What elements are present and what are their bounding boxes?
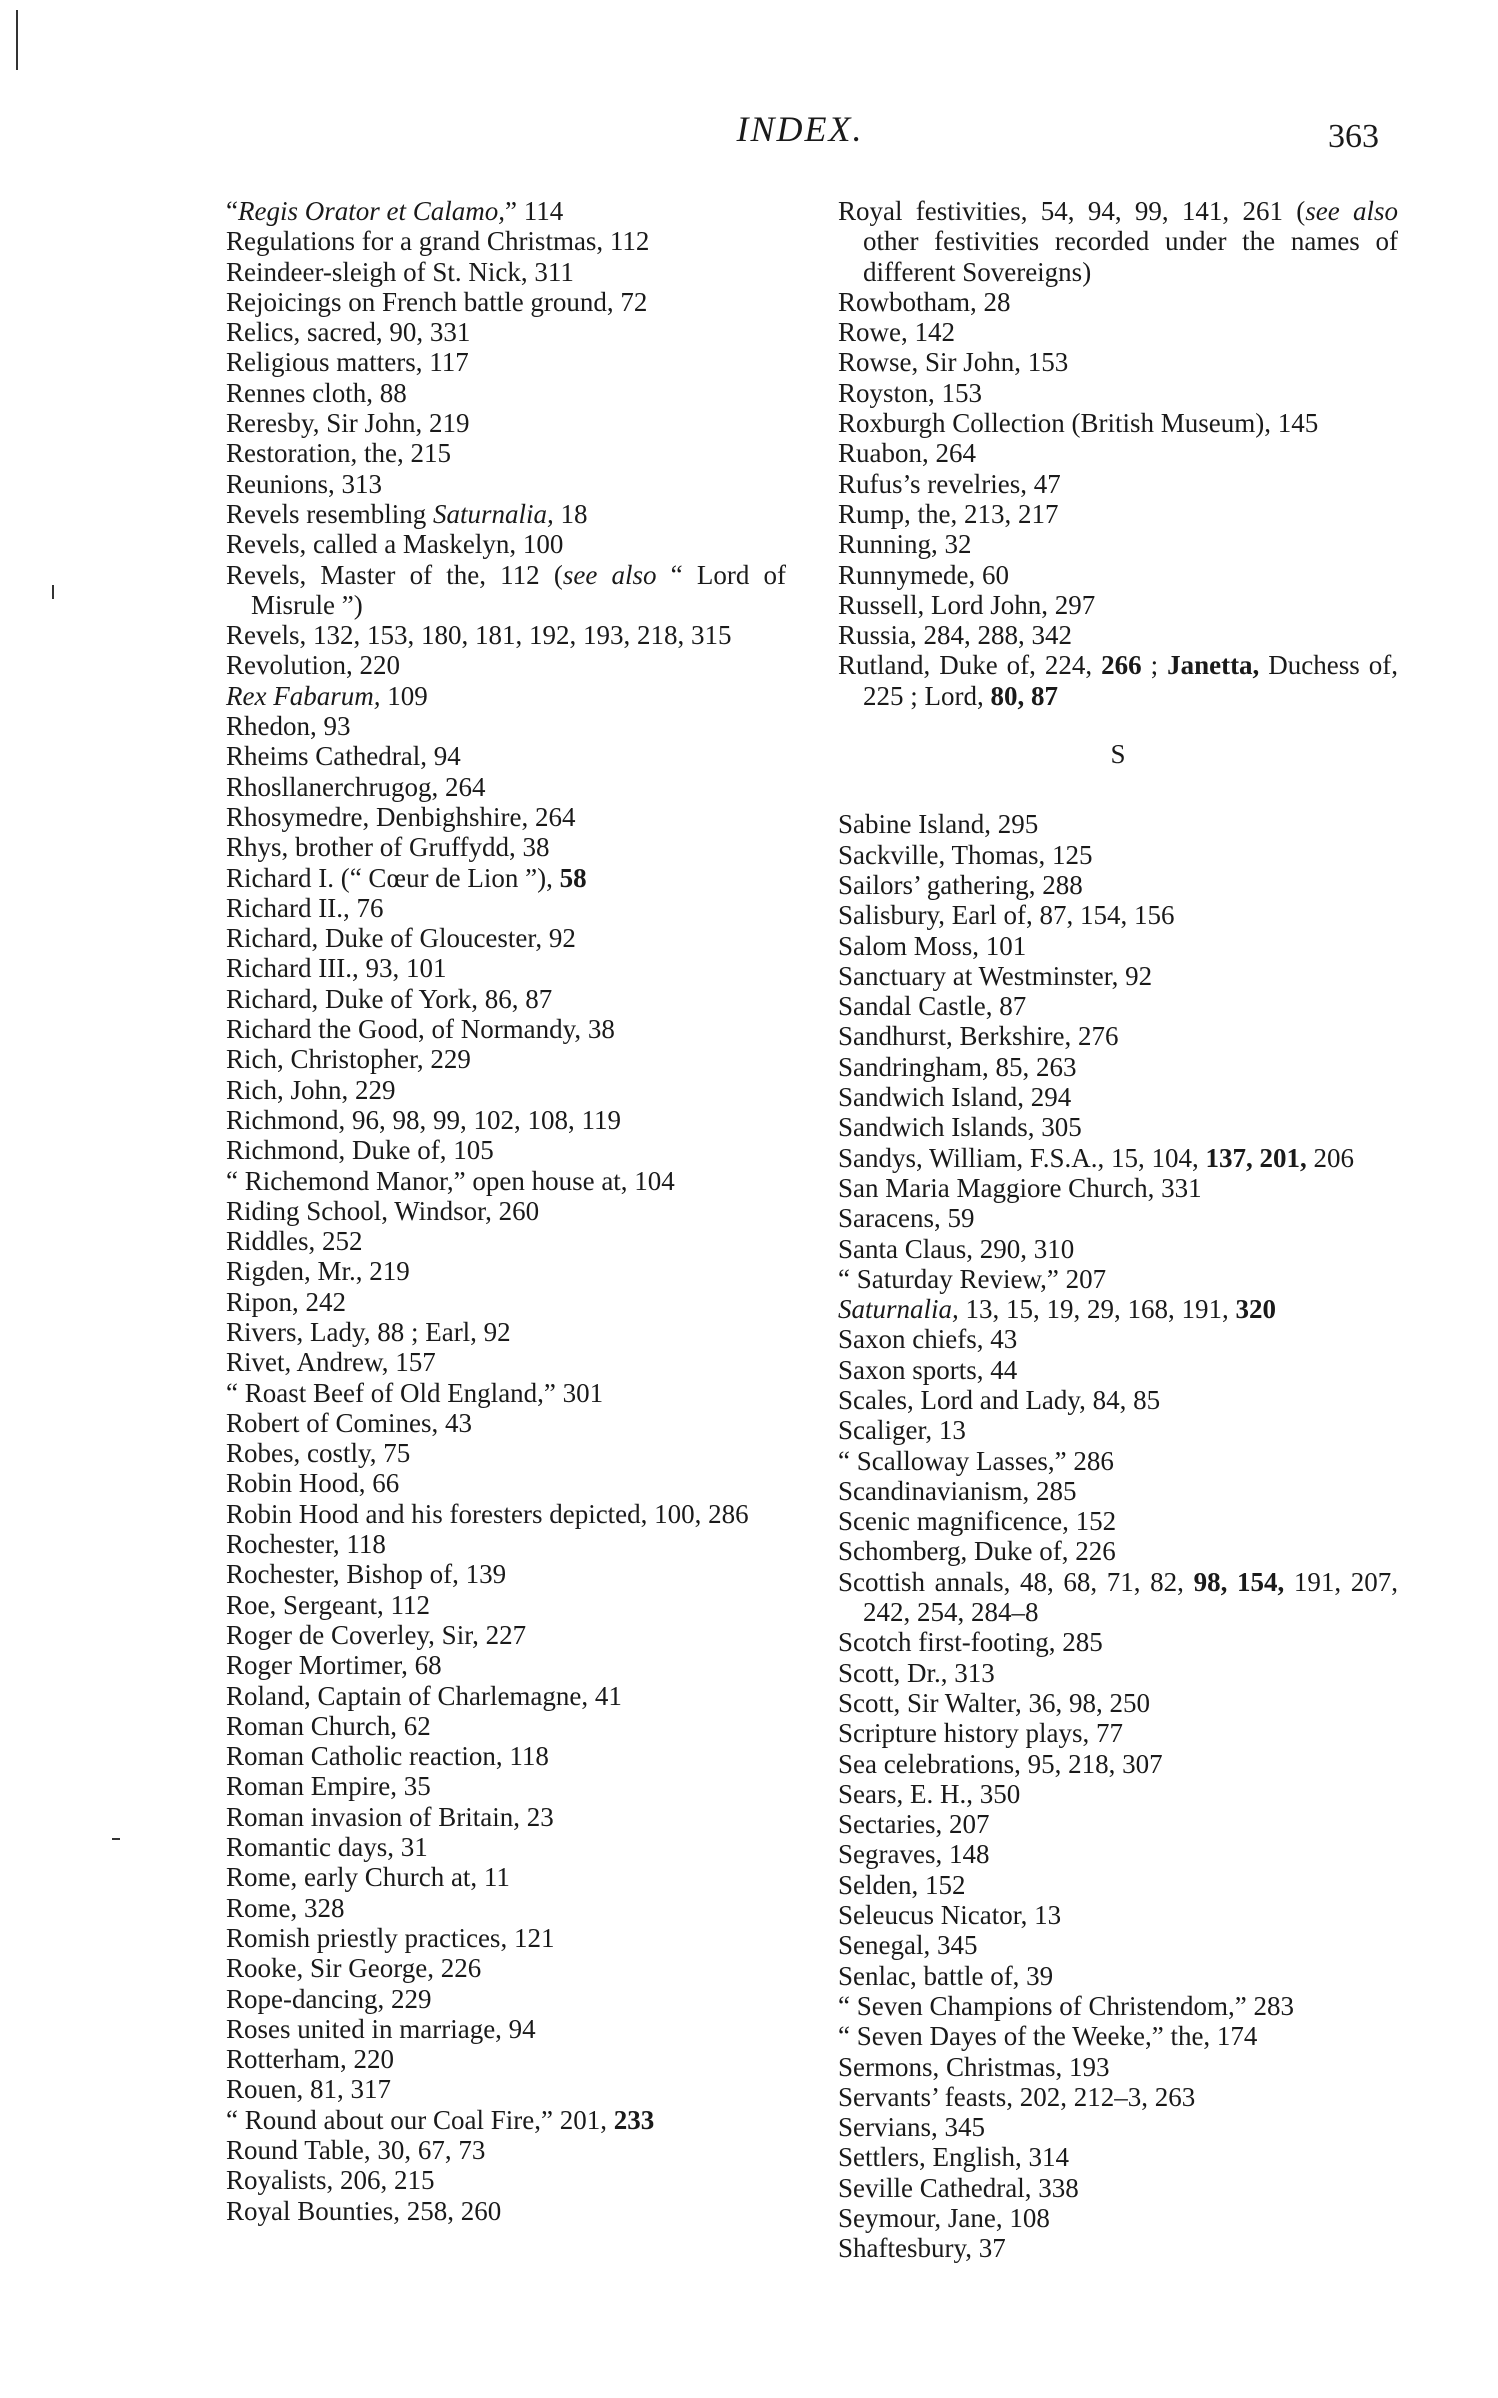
index-entry — [226, 2135, 786, 2165]
index-entry-text: Scott, Dr., 313 — [838, 1657, 995, 1688]
index-entry — [226, 1317, 786, 1347]
index-entry-text: Roland, Captain of Charlemagne, 41 — [226, 1680, 622, 1711]
index-entry — [838, 1052, 1398, 1082]
index-entry-text: 137, 201, — [1205, 1142, 1307, 1173]
index-entry-text: Sandwich Island, 294 — [838, 1082, 1072, 1113]
index-entry — [226, 802, 786, 832]
index-entry-text: Religious matters, 117 — [226, 347, 469, 378]
index-entry-text: Reunions, 313 — [226, 468, 383, 499]
index-entry-text: Scotch first-footing, 285 — [838, 1627, 1103, 1658]
index-entry-text: Rochester, 118 — [226, 1529, 386, 1560]
index-entry — [838, 2052, 1398, 2082]
index-entry-text: Scaliger, 13 — [838, 1415, 966, 1446]
index-entry-text: Sanctuary at Westminster, 92 — [838, 960, 1153, 991]
index-entry — [838, 1415, 1398, 1445]
index-entry-text: Restoration, the, 215 — [226, 438, 451, 469]
index-entry-text: Sackville, Thomas, 125 — [838, 839, 1093, 870]
index-entry — [838, 408, 1398, 438]
index-entry — [226, 1166, 786, 1196]
index-entry-text: Rowe, 142 — [838, 317, 955, 348]
index-entry — [226, 893, 786, 923]
index-entry-text: Senlac, battle of, 39 — [838, 1960, 1054, 1991]
index-entry-text: San Maria Maggiore Church, 331 — [838, 1172, 1202, 1203]
index-entry-text: Sermons, Christmas, 193 — [838, 2051, 1110, 2082]
index-entry — [838, 809, 1398, 839]
index-entry-text: Robes, costly, 75 — [226, 1438, 411, 1469]
index-entry — [838, 499, 1398, 529]
index-entry — [226, 2196, 786, 2226]
index-entry — [838, 590, 1398, 620]
index-entry — [226, 378, 786, 408]
index-entry-text: Rheims Cathedral, 94 — [226, 741, 461, 772]
index-entry-text: Revels, Master of the, 112 ( — [226, 559, 563, 590]
index-entry-text: Rivet, Andrew, 157 — [226, 1347, 436, 1378]
index-entry-text: Scenic magnificence, 152 — [838, 1506, 1117, 1537]
index-entry-text: see also — [562, 559, 657, 590]
index-entry — [226, 1984, 786, 2014]
index-entry-text: Sandys, William, F.S.A., 15, 104, — [838, 1142, 1206, 1173]
index-entry-text: Scott, Sir Walter, 36, 98, 250 — [838, 1687, 1150, 1718]
index-entry-text: “ — [226, 196, 238, 226]
index-entry-text: Rome, 328 — [226, 1892, 345, 1923]
index-entry — [838, 1900, 1398, 1930]
index-entry — [838, 931, 1398, 961]
index-entry-text: Roger de Coverley, Sir, 227 — [226, 1619, 527, 1650]
index-entry-text: Rowbotham, 28 — [838, 286, 1011, 317]
index-entry — [226, 1711, 786, 1741]
index-entry-text: Rhys, brother of Gruffydd, 38 — [226, 832, 550, 863]
index-entry-text: Rivers, Lady, 88 ; Earl, 92 — [226, 1316, 511, 1347]
index-entry-text: Roses united in marriage, 94 — [226, 2013, 536, 2044]
index-column-right — [838, 196, 1398, 2264]
index-entry — [838, 1870, 1398, 1900]
index-entry — [838, 620, 1398, 650]
index-entry-text: Seymour, Jane, 108 — [838, 2203, 1050, 2233]
index-entry — [838, 438, 1398, 468]
index-entry — [838, 1446, 1398, 1476]
index-entry — [838, 347, 1398, 377]
index-entry-text: ; — [1141, 650, 1168, 681]
index-entry — [226, 2044, 786, 2074]
index-entry-text: Settlers, English, 314 — [838, 2142, 1069, 2173]
index-entry — [226, 1590, 786, 1620]
index-entry — [226, 1014, 786, 1044]
index-entry — [838, 1930, 1398, 1960]
index-entry-text: 98, 154, — [1193, 1566, 1285, 1597]
index-entry — [226, 1468, 786, 1498]
index-entry — [838, 1506, 1398, 1536]
index-entry — [226, 469, 786, 499]
index-entry-text: Regis Orator et Calamo, — [237, 196, 505, 226]
index-entry — [226, 863, 786, 893]
index-entry — [226, 1378, 786, 1408]
index-entry — [838, 1961, 1398, 1991]
index-entry-text: Scottish annals, 48, 68, 71, 82, — [838, 1566, 1194, 1597]
index-entry — [838, 1021, 1398, 1051]
index-entry — [226, 1075, 786, 1105]
index-entry-text: Rump, the, 213, 217 — [838, 498, 1059, 529]
index-entry — [226, 317, 786, 347]
index-entry — [838, 1385, 1398, 1415]
index-r-entries — [838, 196, 1398, 711]
index-entry — [838, 2142, 1398, 2172]
index-entry — [838, 1294, 1398, 1324]
index-entry-text: Running, 32 — [838, 529, 972, 560]
index-entry-text: Schomberg, Duke of, 226 — [838, 1536, 1116, 1567]
index-entry-text: Rich, Christopher, 229 — [226, 1044, 471, 1075]
index-entry-text: Roe, Sergeant, 112 — [226, 1589, 430, 1620]
index-entry-text: Ruabon, 264 — [838, 438, 976, 469]
index-s-entries — [838, 809, 1398, 2263]
index-entry — [838, 1203, 1398, 1233]
index-entry-text: Robin Hood, 66 — [226, 1468, 400, 1499]
index-entry — [226, 2074, 786, 2104]
index-entry-text: Sailors’ gathering, 288 — [838, 869, 1083, 900]
index-entry-text: 109 — [380, 680, 428, 711]
index-entry-text: Richard I. (“ Cœur de Lion ”), — [226, 862, 560, 893]
index-entry-text: Sea celebrations, 95, 218, 307 — [838, 1748, 1163, 1779]
index-entry-text: Richard, Duke of Gloucester, 92 — [226, 923, 576, 954]
index-entry-text: Scandinavianism, 285 — [838, 1475, 1077, 1506]
index-entry — [226, 1196, 786, 1226]
index-entry — [838, 991, 1398, 1021]
index-entry — [838, 1839, 1398, 1869]
index-entry — [838, 529, 1398, 559]
index-entry-text: Rochester, Bishop of, 139 — [226, 1559, 507, 1590]
index-entry-text: Richmond, Duke of, 105 — [226, 1135, 494, 1166]
index-entry-text: Scales, Lord and Lady, 84, 85 — [838, 1384, 1161, 1415]
index-entry — [226, 1620, 786, 1650]
index-entry — [226, 1681, 786, 1711]
index-entry-text: Robert of Comines, 43 — [226, 1407, 472, 1438]
index-entry — [838, 2021, 1398, 2051]
index-entry-text: 13, 15, 19, 29, 168, 191, — [958, 1294, 1236, 1325]
index-entry-text: Roman Empire, 35 — [226, 1771, 431, 1802]
index-entry — [226, 1923, 786, 1953]
index-entry — [838, 2082, 1398, 2112]
index-entry-text: Rich, John, 229 — [226, 1074, 396, 1105]
index-entry-text: Janetta, — [1167, 650, 1260, 681]
index-entry-text: Ripon, 242 — [226, 1286, 347, 1317]
index-entry — [226, 1559, 786, 1589]
index-entry — [226, 1287, 786, 1317]
index-entry-text: 320 — [1235, 1294, 1277, 1325]
page-title: INDEX. — [736, 109, 864, 149]
index-entry-text: Segraves, 148 — [838, 1839, 990, 1870]
index-entry-text: Rejoicings on French battle ground, 72 — [226, 286, 648, 317]
page-number: 363 — [1328, 118, 1379, 155]
index-entry — [226, 196, 786, 226]
margin-mark — [112, 1838, 120, 1840]
index-entry — [838, 1627, 1398, 1657]
index-entry-text: Servians, 345 — [838, 2112, 985, 2143]
index-entry — [838, 650, 1398, 711]
index-entry-text: Rhosymedre, Denbighshire, 264 — [226, 801, 576, 832]
index-entry — [226, 2014, 786, 2044]
index-entry-text: ” 114 — [504, 196, 564, 226]
index-entry — [838, 2203, 1398, 2233]
index-entry — [838, 2173, 1398, 2203]
index-entry — [226, 1650, 786, 1680]
margin-mark — [16, 10, 18, 70]
index-entry-text: Salom Moss, 101 — [838, 930, 1027, 961]
index-entry-text: Riding School, Windsor, 260 — [226, 1195, 540, 1226]
index-entry — [226, 1529, 786, 1559]
index-entry-text: Rufus’s revelries, 47 — [838, 468, 1061, 499]
index-entry-text: Sabine Island, 295 — [838, 809, 1039, 840]
index-entry-text: Saracens, 59 — [838, 1203, 975, 1234]
index-entry — [226, 1802, 786, 1832]
index-entry-text: “ Saturday Review,” 207 — [838, 1263, 1107, 1294]
index-entry — [226, 408, 786, 438]
index-entry-text: Revolution, 220 — [226, 650, 400, 681]
index-entry — [838, 1567, 1398, 1628]
index-entry — [226, 287, 786, 317]
index-entry-text: Roman invasion of Britain, 23 — [226, 1801, 554, 1832]
index-entry-text: other festivities recorded under the names of different Sovereigns) — [863, 226, 1398, 287]
index-entry-text: Rigden, Mr., 219 — [226, 1256, 410, 1287]
index-entry — [226, 1862, 786, 1892]
index-entry-text: “ Lord of Misrule ”) — [251, 559, 786, 620]
index-entry — [226, 772, 786, 802]
section-letter-heading: S — [1110, 739, 1126, 770]
index-entry-text: Santa Claus, 290, 310 — [838, 1233, 1075, 1264]
index-entry-text: Salisbury, Earl of, 87, 154, 156 — [838, 900, 1175, 931]
index-entry-text: Roxburgh Collection (British Museum), 145 — [838, 408, 1319, 439]
index-entry-text: Robin Hood and his foresters depicted, 100, 286 — [226, 1498, 749, 1529]
index-entry — [226, 1105, 786, 1135]
index-entry — [226, 560, 786, 621]
index-entry-text: Russell, Lord John, 297 — [838, 589, 1096, 620]
index-entry-text: Saxon sports, 44 — [838, 1354, 1018, 1385]
index-entry — [838, 1658, 1398, 1688]
index-entry-text: “ Scalloway Lasses,” 286 — [838, 1445, 1114, 1476]
index-entry — [226, 681, 786, 711]
index-entry-text: Reindeer-sleigh of St. Nick, 311 — [226, 256, 574, 287]
index-entry — [838, 1779, 1398, 1809]
index-entry — [226, 620, 786, 650]
index-entry — [838, 1809, 1398, 1839]
index-entry — [226, 923, 786, 953]
index-entry — [838, 961, 1398, 991]
index-entry-text: 233 — [613, 2104, 655, 2135]
index-entry — [838, 2233, 1398, 2263]
index-entry — [838, 196, 1398, 287]
index-entry — [226, 1135, 786, 1165]
index-entry-text: Romantic days, 31 — [226, 1832, 428, 1863]
index-entry-text: Sandal Castle, 87 — [838, 991, 1027, 1022]
index-entry — [226, 529, 786, 559]
index-entry-text: Regulations for a grand Christmas, 112 — [226, 226, 650, 257]
index-entry — [838, 1749, 1398, 1779]
index-entry-text: Roger Mortimer, 68 — [226, 1650, 442, 1681]
index-entry — [226, 1741, 786, 1771]
margin-mark — [52, 585, 54, 599]
index-entry — [838, 2112, 1398, 2142]
index-entry-text: Riddles, 252 — [226, 1226, 363, 1257]
index-entry-text: Russia, 284, 288, 342 — [838, 620, 1073, 651]
index-entry-text: Rouen, 81, 317 — [226, 2074, 391, 2105]
index-entry-text: Romish priestly practices, 121 — [226, 1922, 555, 1953]
index-entry-text: Relics, sacred, 90, 331 — [226, 317, 471, 348]
index-entry — [838, 287, 1398, 317]
index-entry — [226, 1953, 786, 1983]
index-entry — [226, 226, 786, 256]
index-entry — [226, 499, 786, 529]
index-entry — [838, 1991, 1398, 2021]
index-entry — [226, 953, 786, 983]
index-entry-text: Rowse, Sir John, 153 — [838, 347, 1069, 378]
index-entry-text: Rope-dancing, 229 — [226, 1983, 432, 2014]
index-entry-text: Sears, E. H., 350 — [838, 1778, 1021, 1809]
index-entry — [226, 1771, 786, 1801]
index-entry-text: Rennes cloth, 88 — [226, 377, 407, 408]
index-entry-text: Richard II., 76 — [226, 892, 384, 923]
index-entry — [838, 317, 1398, 347]
index-entry — [226, 2105, 786, 2135]
index-entry-text: Selden, 152 — [838, 1869, 966, 1900]
index-entry-text: Reresby, Sir John, 219 — [226, 408, 470, 439]
index-entry — [838, 870, 1398, 900]
index-entry-text: Richard III., 93, 101 — [226, 953, 447, 984]
index-entry-text: Scripture history plays, 77 — [838, 1718, 1123, 1749]
index-entry-text: Shaftesbury, 37 — [838, 2233, 1006, 2264]
index-entry-text: Rome, early Church at, 11 — [226, 1862, 510, 1893]
index-entry — [226, 1044, 786, 1074]
index-entry — [838, 560, 1398, 590]
index-entry-text: Roman Church, 62 — [226, 1710, 431, 1741]
index-entry-text: Revels, 132, 153, 180, 181, 192, 193, 218, 315 — [226, 620, 732, 651]
index-entry — [226, 257, 786, 287]
index-entry-text: Seville Cathedral, 338 — [838, 2172, 1079, 2203]
index-entry — [838, 1718, 1398, 1748]
index-entry — [226, 1226, 786, 1256]
index-entry-text: “ Roast Beef of Old England,” 301 — [226, 1377, 604, 1408]
index-entry — [838, 469, 1398, 499]
index-entry — [838, 1143, 1398, 1173]
index-entry — [838, 1536, 1398, 1566]
index-entry-text: 191, 207, 242, 254, 284–8 — [863, 1566, 1398, 1628]
index-entry-text: Senegal, 345 — [838, 1930, 978, 1961]
index-entry — [226, 832, 786, 862]
index-entry-text: 58 — [559, 862, 587, 893]
index-entry — [838, 1688, 1398, 1718]
index-entry — [838, 900, 1398, 930]
index-entry — [226, 438, 786, 468]
index-entry — [226, 1256, 786, 1286]
index-entry — [838, 1264, 1398, 1294]
index-entry — [226, 650, 786, 680]
index-entry-text: Richard the Good, of Normandy, 38 — [226, 1014, 615, 1045]
index-entry-text: Rooke, Sir George, 226 — [226, 1953, 482, 1984]
index-entry-text: Rotterham, 220 — [226, 2044, 394, 2075]
index-entry-text: Seleucus Nicator, 13 — [838, 1900, 1062, 1931]
index-entry-text: Runnymede, 60 — [838, 559, 1009, 590]
index-entry-text: Round Table, 30, 67, 73 — [226, 2135, 486, 2165]
index-entry — [838, 840, 1398, 870]
index-entry-text: Roman Catholic reaction, 118 — [226, 1741, 549, 1772]
index-entry-text: Saturnalia, — [838, 1294, 959, 1325]
index-entry-text: Sandwich Islands, 305 — [838, 1112, 1082, 1143]
index-entry-text: Rhedon, 93 — [226, 711, 351, 742]
index-entry — [226, 741, 786, 771]
index-entry — [226, 711, 786, 741]
index-entry-text: Revels resembling — [226, 498, 433, 529]
index-entry — [226, 1893, 786, 1923]
index-entry-text: Richard, Duke of York, 86, 87 — [226, 983, 553, 1014]
index-entry — [838, 1082, 1398, 1112]
index-entry — [838, 1355, 1398, 1385]
index-entry — [838, 378, 1398, 408]
index-entry-text: Sectaries, 207 — [838, 1809, 990, 1840]
index-entry — [226, 1499, 786, 1529]
index-entry-text: Saxon chiefs, 43 — [838, 1324, 1018, 1355]
index-entry-text: see also — [1305, 196, 1399, 226]
index-entry-text: Duchess of, 225 ; Lord, — [863, 650, 1398, 711]
index-entry — [226, 1408, 786, 1438]
index-entry-text: Servants’ feasts, 202, 212–3, 263 — [838, 2081, 1196, 2112]
index-entry — [838, 1476, 1398, 1506]
index-entry — [838, 1234, 1398, 1264]
index-column-left — [226, 196, 786, 2226]
index-entry-text: Revels, called a Maskelyn, 100 — [226, 529, 564, 560]
index-entry-text: Rex Fabarum, — [226, 680, 381, 711]
index-entry — [838, 1112, 1398, 1142]
index-entry — [226, 1438, 786, 1468]
index-entry-text: “ Round about our Coal Fire,” 201, — [226, 2104, 614, 2135]
index-entry — [838, 1173, 1398, 1203]
index-entry-text: “ Seven Dayes of the Weeke,” the, 174 — [838, 2021, 1258, 2052]
index-entry-text: Richmond, 96, 98, 99, 102, 108, 119 — [226, 1104, 621, 1135]
index-entry — [226, 2165, 786, 2195]
index-entry-text: Rutland, Duke of, 224, — [838, 650, 1102, 681]
index-entry-text: “ Richemond Manor,” open house at, 104 — [226, 1165, 675, 1196]
index-entry-text: Sandhurst, Berkshire, 276 — [838, 1021, 1119, 1052]
index-entry-text: Sandringham, 85, 263 — [838, 1051, 1077, 1082]
index-entry-text: Royalists, 206, 215 — [226, 2165, 435, 2196]
index-entry-text: 18 — [553, 498, 588, 529]
index-entry-text: Royal Bounties, 258, 260 — [226, 2195, 502, 2226]
index-entry — [226, 1832, 786, 1862]
index-entry-text: Saturnalia, — [432, 498, 554, 529]
index-entry-text: 266 — [1101, 650, 1142, 681]
index-entry — [226, 347, 786, 377]
index-entry-text: 206 — [1306, 1142, 1355, 1173]
index-entry — [226, 1347, 786, 1377]
index-entry-text: Royston, 153 — [838, 377, 983, 408]
index-entry — [838, 1324, 1398, 1354]
index-entry-text: Rhosllanerchrugog, 264 — [226, 771, 486, 802]
index-entry-text: Royal festivities, 54, 94, 99, 141, 261 ( — [838, 196, 1306, 226]
index-entry — [226, 984, 786, 1014]
index-entry-text: 80, 87 — [990, 680, 1058, 711]
index-entry-text: “ Seven Champions of Christendom,” 283 — [838, 1990, 1294, 2021]
